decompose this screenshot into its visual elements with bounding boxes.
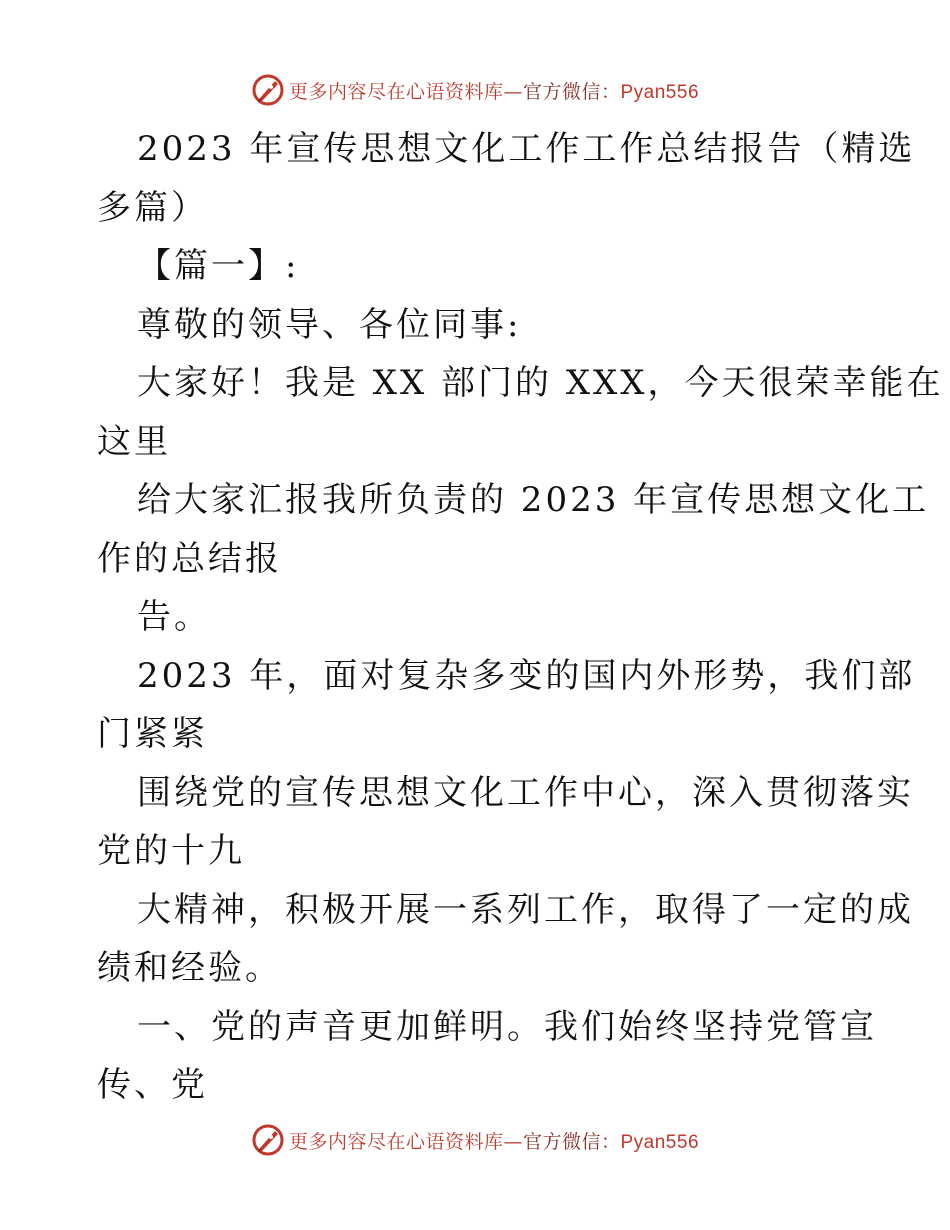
watermark-brand: 更多内容尽在心语资料库 — [288, 1130, 504, 1153]
paragraph-line: 门紧紧 — [97, 714, 208, 754]
watermark-banner-top — [0, 70, 950, 110]
quill-pen-logo-icon — [251, 1123, 285, 1157]
paragraph-line: 告。 — [137, 597, 211, 637]
document-body — [97, 120, 944, 1115]
paragraph-line: 党的十九 — [97, 831, 245, 871]
watermark-dash: — — [503, 80, 523, 103]
salutation: 尊敬的领导、各位同事: — [137, 304, 522, 345]
paragraph-line: 给大家汇报我所负责的 2023 年宣传思想文化工 — [137, 480, 930, 520]
paragraph-line: 2023 年，面对复杂多变的国内外形势，我们部 — [137, 655, 916, 696]
watermark-official: 官方微信： — [522, 1130, 621, 1153]
watermark-text — [289, 77, 699, 104]
paragraph-line: 这里 — [97, 421, 171, 462]
quill-pen-logo-icon — [251, 73, 285, 107]
watermark-wechat-id: Pyan556 — [620, 1131, 700, 1153]
watermark-banner-bottom — [0, 1120, 950, 1160]
paragraph-line: 大精神，积极开展一系列工作，取得了一定的成 — [137, 889, 914, 930]
watermark-official: 官方微信： — [522, 80, 621, 103]
paragraph-line: 一、党的声音更加鲜明。我们始终坚持党管宣 — [137, 1006, 877, 1047]
doc-title-line-2: 多篇） — [97, 187, 208, 228]
section-heading: 【篇一】: — [137, 246, 300, 286]
paragraph-line: 大家好！我是 XX 部门的 XXX，今天很荣幸能在 — [137, 363, 944, 403]
paragraph-line: 作的总结报 — [97, 538, 282, 579]
watermark-dash: — — [503, 1130, 523, 1153]
paragraph-line: 围绕党的宣传思想文化工作中心，深入贯彻落实 — [137, 772, 914, 813]
watermark-text — [289, 1127, 699, 1154]
doc-title-line-1: 2023 年宣传思想文化工作工作总结报告（精选 — [137, 129, 916, 169]
paragraph-line: 传、党 — [97, 1065, 208, 1105]
watermark-brand: 更多内容尽在心语资料库 — [288, 80, 504, 103]
paragraph-line: 绩和经验。 — [97, 948, 282, 988]
watermark-wechat-id: Pyan556 — [620, 81, 700, 103]
